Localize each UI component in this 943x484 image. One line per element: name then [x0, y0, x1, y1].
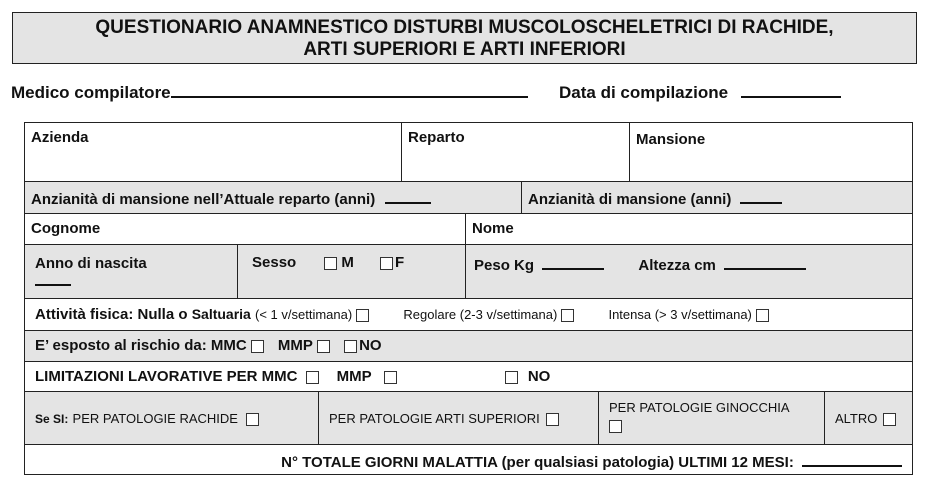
anz-mansione-field[interactable] — [740, 188, 782, 204]
attivita-regolare-checkbox[interactable] — [561, 309, 574, 322]
sesso-f-checkbox[interactable] — [380, 257, 393, 270]
sesso-m-checkbox[interactable] — [324, 257, 337, 270]
pat-arti-sup-label: PER PATOLOGIE ARTI SUPERIORI — [329, 411, 540, 426]
nome-cell[interactable] — [465, 214, 912, 244]
row-limitazioni — [25, 362, 912, 392]
attivita-intensa-checkbox[interactable] — [756, 309, 769, 322]
medico-compilatore — [11, 82, 528, 103]
attivita-nulla-label: Saltuaria — [191, 306, 251, 322]
anno-nascita-cell — [25, 245, 237, 298]
altezza-label: Altezza cm — [638, 257, 716, 274]
sesso-f-label: F — [395, 254, 405, 271]
row-patologie — [25, 392, 912, 445]
giorni-malattia-field[interactable] — [802, 451, 902, 467]
data-compilazione — [559, 82, 841, 103]
peso-field[interactable] — [542, 254, 604, 270]
row-esposto — [25, 331, 912, 362]
attivita-intensa-label: Intensa (> 3 v/settimana) — [608, 307, 752, 322]
limitazioni-cell — [25, 362, 912, 391]
esposto-label: E’ esposto al rischio da: — [35, 337, 207, 354]
medico-field[interactable] — [171, 82, 528, 98]
mansione-cell[interactable] — [629, 123, 912, 181]
data-field[interactable] — [741, 82, 841, 98]
esposto-mmp-label: MMP — [277, 337, 313, 354]
limitazioni-label: LIMITAZIONI LAVORATIVE PER — [35, 368, 258, 385]
pat-rachide-checkbox[interactable] — [246, 413, 259, 426]
sesso-cell — [237, 245, 465, 298]
altezza-field[interactable] — [724, 254, 806, 270]
pat-ginocchia-cell — [598, 392, 824, 444]
anz-reparto-cell — [25, 182, 521, 213]
cognome-cell[interactable] — [25, 214, 465, 244]
row-anzianita — [25, 182, 912, 214]
esposto-mmp-checkbox[interactable] — [317, 340, 330, 353]
anno-nascita-label: Anno di nascita — [35, 255, 147, 272]
anz-reparto-label: Anzianità di mansione nell’Attuale reparto (anni) — [31, 191, 376, 208]
esposto-no-checkbox[interactable] — [344, 340, 357, 353]
lim-no-label: NO — [527, 368, 551, 385]
attivita-label: Attività fisica: Nulla o — [35, 306, 188, 323]
reparto-label: Reparto — [408, 129, 465, 146]
title-line-1: QUESTIONARIO ANAMNESTICO DISTURBI MUSCOLOSCHELETRICI DI RACHIDE, — [95, 17, 834, 38]
medico-label: Medico compilatore — [11, 83, 171, 102]
esposto-no-label: NO — [359, 337, 382, 354]
peso-label: Peso Kg — [474, 257, 535, 274]
row-anagrafica — [25, 245, 912, 299]
lim-mmc-checkbox[interactable] — [306, 371, 319, 384]
esposto-mmc-checkbox[interactable] — [251, 340, 264, 353]
attivita-nulla-checkbox[interactable] — [356, 309, 369, 322]
pat-rachide-label: PER PATOLOGIE RACHIDE — [72, 411, 238, 426]
row-azienda — [25, 123, 912, 182]
pat-arti-sup-checkbox[interactable] — [546, 413, 559, 426]
anno-nascita-field[interactable] — [35, 272, 71, 286]
attivita-cell — [25, 299, 912, 330]
form-title — [12, 12, 917, 64]
lim-mmc-label: MMC — [261, 368, 298, 385]
data-label: Data di compilazione — [559, 83, 729, 102]
pat-altro-label: ALTRO — [835, 411, 878, 426]
sesi-prefix: Se SI: — [35, 412, 69, 426]
lim-mmp-label: MMP — [336, 368, 372, 385]
title-line-2: ARTI SUPERIORI E ARTI INFERIORI — [303, 39, 626, 60]
pat-altro-checkbox[interactable] — [883, 413, 896, 426]
azienda-label: Azienda — [31, 129, 89, 146]
row-cognome — [25, 214, 912, 245]
lim-no-checkbox[interactable] — [505, 371, 518, 384]
sesso-label: Sesso — [252, 254, 297, 271]
anz-mansione-label: Anzianità di mansione (anni) — [528, 191, 732, 208]
pat-rachide-cell — [25, 392, 318, 444]
esposto-cell — [25, 331, 912, 361]
reparto-cell[interactable] — [401, 123, 629, 181]
form-table — [24, 122, 913, 475]
anz-mansione-cell — [521, 182, 912, 213]
anz-reparto-field[interactable] — [385, 188, 431, 204]
attivita-regolare-label: Regolare (2-3 v/settimana) — [403, 307, 558, 322]
pat-altro-cell — [824, 392, 912, 444]
pat-arti-sup-cell — [318, 392, 598, 444]
azienda-cell[interactable] — [25, 123, 401, 181]
attivita-nulla-freq: (< 1 v/settimana) — [255, 307, 353, 322]
cognome-label: Cognome — [31, 220, 101, 237]
giorni-malattia-label: N° TOTALE GIORNI MALATTIA (per qualsiasi patologia) ULTIMI 12 MESI: — [281, 454, 794, 471]
nome-label: Nome — [472, 220, 514, 237]
lim-mmp-checkbox[interactable] — [384, 371, 397, 384]
mansione-label: Mansione — [636, 131, 706, 148]
row-attivita — [25, 299, 912, 331]
peso-altezza-cell — [465, 245, 912, 298]
row-giorni-malattia — [25, 445, 912, 475]
pat-ginocchia-checkbox[interactable] — [609, 420, 622, 433]
giorni-malattia-cell — [25, 445, 912, 475]
sesso-m-label: M — [341, 254, 354, 271]
esposto-mmc-label: MMC — [210, 337, 247, 354]
pat-ginocchia-label: PER PATOLOGIE GINOCCHIA — [609, 400, 790, 415]
